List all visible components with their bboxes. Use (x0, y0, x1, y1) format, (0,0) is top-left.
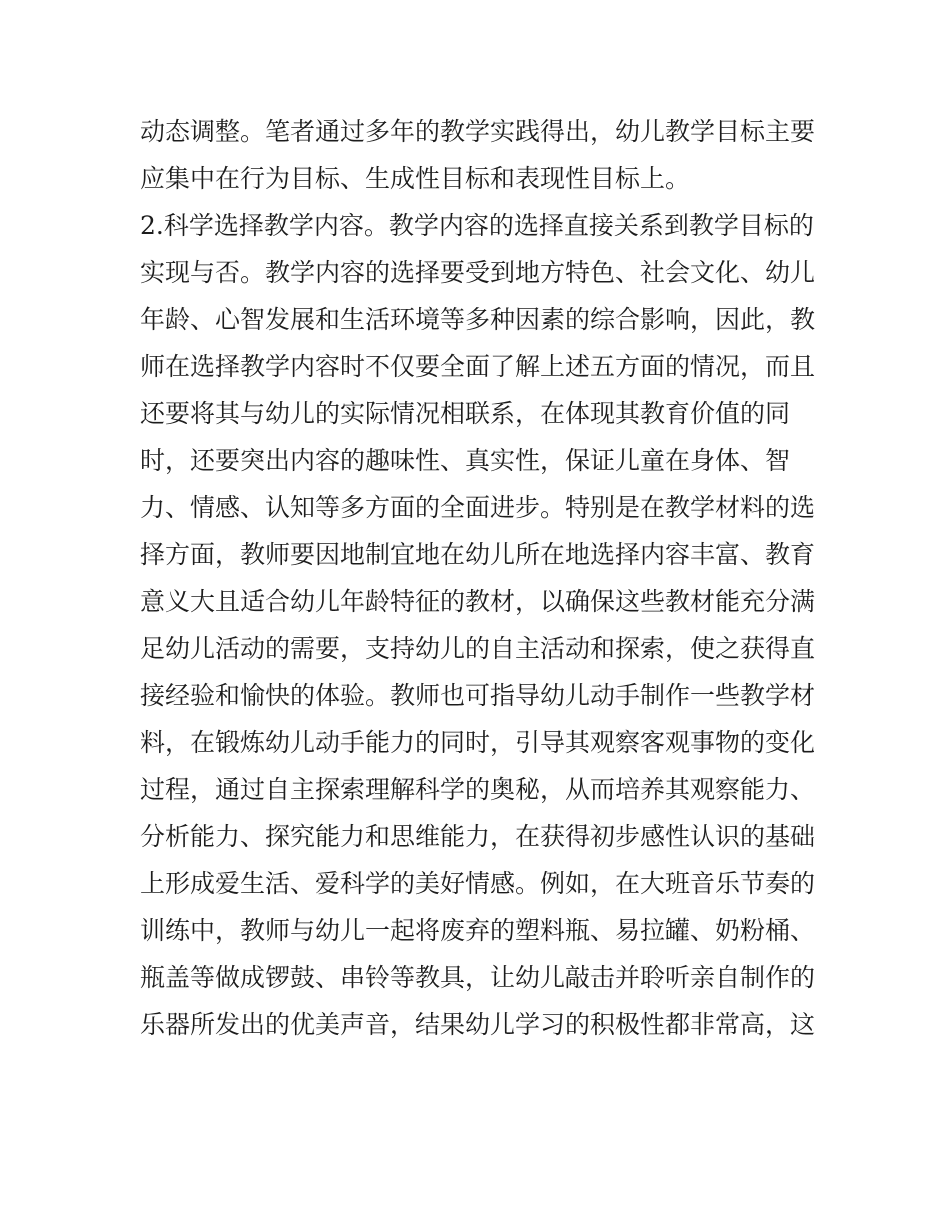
text-line-14: 料，在锻炼幼儿动手能力的同时，引导其观察客观事物的变化 (140, 728, 816, 757)
text-line-15: 过程，通过自主探索理解科学的奥秘，从而培养其观察能力、 (140, 775, 816, 804)
text-line-5: 年龄、心智发展和生活环境等多种因素的综合影响，因此，教 (140, 305, 816, 334)
text-line-6: 师在选择教学内容时不仅要全面了解上述五方面的情况，而且 (140, 352, 816, 381)
text-line-11: 意义大且适合幼儿年龄特征的教材，以确保这些教材能充分满 (140, 587, 816, 616)
text-line-8: 时，还要突出内容的趣味性、真实性，保证儿童在身体、智 (140, 446, 791, 475)
text-line-20: 乐器所发出的优美声音，结果幼儿学习的积极性都非常高，这 (140, 1010, 816, 1039)
text-line-7: 还要将其与幼儿的实际情况相联系，在体现其教育价值的同 (140, 399, 791, 428)
text-line-10: 择方面，教师要因地制宜地在幼儿所在地选择内容丰富、教育 (140, 540, 816, 569)
text-line-16: 分析能力、探究能力和思维能力，在获得初步感性认识的基础 (140, 822, 816, 851)
text-line-4: 实现与否。教学内容的选择要受到地方特色、社会文化、幼儿 (140, 258, 816, 287)
text-line-19: 瓶盖等做成锣鼓、串铃等教具，让幼儿敲击并聆听亲自制作的 (140, 963, 816, 992)
text-line-3: 2.科学选择教学内容。教学内容的选择直接关系到教学目标的 (140, 211, 814, 240)
text-line-17: 上形成爱生活、爱科学的美好情感。例如，在大班音乐节奏的 (140, 869, 816, 898)
text-line-2: 应集中在行为目标、生成性目标和表现性目标上。 (140, 164, 691, 193)
text-line-13: 接经验和愉快的体验。教师也可指导幼儿动手制作一些教学材 (140, 681, 816, 710)
body-text (140, 108, 830, 1048)
text-line-18: 训练中，教师与幼儿一起将废弃的塑料瓶、易拉罐、奶粉桶、 (140, 916, 816, 945)
text-line-12: 足幼儿活动的需要，支持幼儿的自主活动和探索，使之获得直 (140, 634, 816, 663)
text-line-1: 动态调整。笔者通过多年的教学实践得出，幼儿教学目标主要 (140, 117, 816, 146)
text-line-9: 力、情感、认知等多方面的全面进步。特别是在教学材料的选 (140, 493, 816, 522)
